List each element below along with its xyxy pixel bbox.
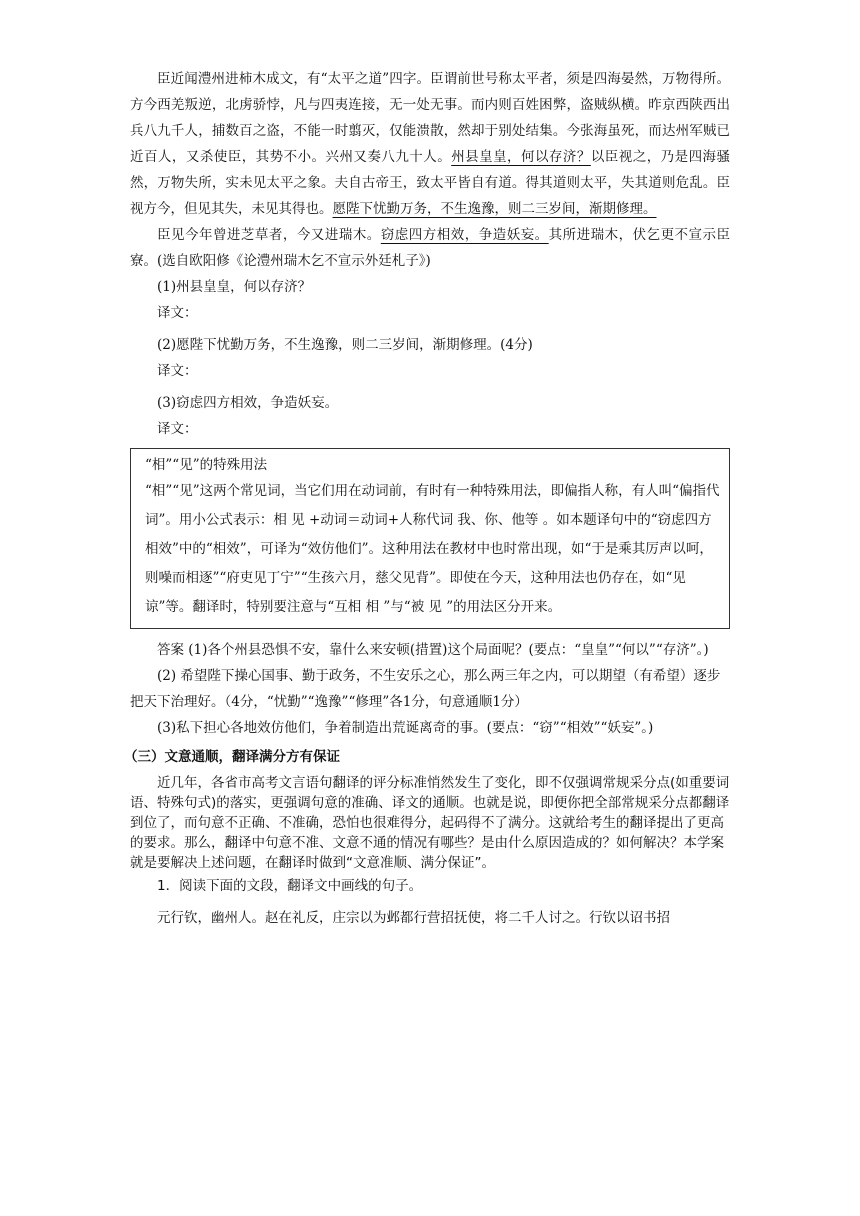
question-2: (2)愿陛下忧勤万务，不生逸豫，则二三岁间，渐期修理。(4分)	[157, 337, 533, 353]
answer-2: (2) 希望陛下操心国事、勤于政务，不生安乐之心，那么两三年之内，可以期望（有希望）逐步把天下治理好。（4分，“忧勤”“逸豫”“修理”各1分，句意通顺1分）	[130, 668, 721, 710]
note-body: “相”“见”这两个常见词，当它们用在动词前，有时有一种特殊用法，即偏指人称，有人叫“偏指代词”。用小公式表示：相 见 +动词＝动词+人称代词 我、你、他等 。如本题译句中的“窃虑四方相效”中的“相效”，可译为“效仿他们”。这种用法在教材中也时常出现，如“于是乘其厉声以呵，则噪而相逐”“府吏见丁宁”“生孩六月，慈父见背”。即使在今天，这种用法也仍存在，如“见谅”等。翻译时，特别要注意与“互相 相 ”与“被 见 ”的用法区分开来。	[145, 483, 720, 615]
passage-paragraph-1	[130, 66, 730, 222]
translation-label-3: 译文：	[157, 421, 198, 437]
section-heading: （三）文意通顺，翻译满分方有保证	[124, 749, 340, 765]
passage-text: 以臣视之，乃是四海骚然，万物失所，实未见太平之象。夫自古帝王，致太平皆自有道。得其道则太平，失其道则危乱。臣视方今，但见其失，未见其得也。	[130, 149, 731, 217]
passage-text: 臣见今年曾进芝草者，今又进瑞木。	[157, 227, 381, 243]
passage-2-start: 元行钦，幽州人。赵在礼反，庄宗以为邺都行营招抚使，将二千人讨之。行钦以诏书招	[157, 910, 670, 926]
passage-text: 臣近闻澧州进柿木成文，有“太平之道”四字。臣谓前世号称太平者，须是四海晏然，万物得所。方今西羌叛逆，北虏骄悖，凡与四夷连接，无一处无事。而内则百姓困弊，盗贼纵横。昨京西陕西出兵八九千人，捕数百之盗，不能一时翦灭，仅能溃散，然却于别处结集。今张海虽死，而达州军贼已近百人，又杀使臣，其势不小。兴州又奏八九十人。	[130, 71, 730, 165]
translation-label-2: 译文：	[157, 363, 198, 379]
answer-3: (3)私下担心各地效仿他们，争着制造出荒诞离奇的事。(要点：“窃”“相效”“妖妄”。)	[157, 720, 654, 736]
document-page	[124, 66, 731, 931]
underlined-sentence-3: 窃虑四方相效，争造妖妄。	[380, 227, 549, 243]
note-title: “相”“见”的特殊用法	[145, 457, 268, 473]
answer-1: 答案 (1)各个州县恐惧不安，靠什么来安顿(措置)这个局面呢？(要点：“皇皇”“何以”“存济”。)	[157, 642, 709, 658]
usage-note-box	[130, 448, 730, 629]
section-intro: 近几年，各省市高考文言语句翻译的评分标准悄然发生了变化，即不仅强调常规采分点(如重要词语、特殊句式)的落实，更强调句意的准确、译文的通顺。也就是说，即便你把全部常规采分点都翻译到位了，而句意不正确、不准确，恐怕也很难得分，起码得不了满分。这就给考生的翻译提出了更高的要求。那么，翻译中句意不准、文意不通的情况有哪些？是由什么原因造成的？如何解决？本学案就是要解决上述问题，在翻译时做到“文意准顺、满分保证”。	[130, 775, 730, 871]
underlined-sentence-2: 愿陛下忧勤万务，不生逸豫，则二三岁间，渐期修理。	[332, 201, 657, 217]
question-3: (3)窃虑四方相效，争造妖妄。	[157, 395, 339, 411]
question-1: (1)州县皇皇，何以存济？	[157, 279, 312, 295]
underlined-sentence-1: 州县皇皇，何以存济？	[451, 149, 591, 165]
exercise-item-1: 1．阅读下面的文段，翻译文中画线的句子。	[157, 878, 423, 894]
passage-text: 其所进瑞木，伏乞更不宣示臣寮。(选自欧阳修《论澧州瑞木乞不宣示外廷札子》)	[130, 227, 731, 269]
translation-label-1: 译文：	[157, 305, 198, 321]
passage-paragraph-2	[130, 222, 730, 274]
